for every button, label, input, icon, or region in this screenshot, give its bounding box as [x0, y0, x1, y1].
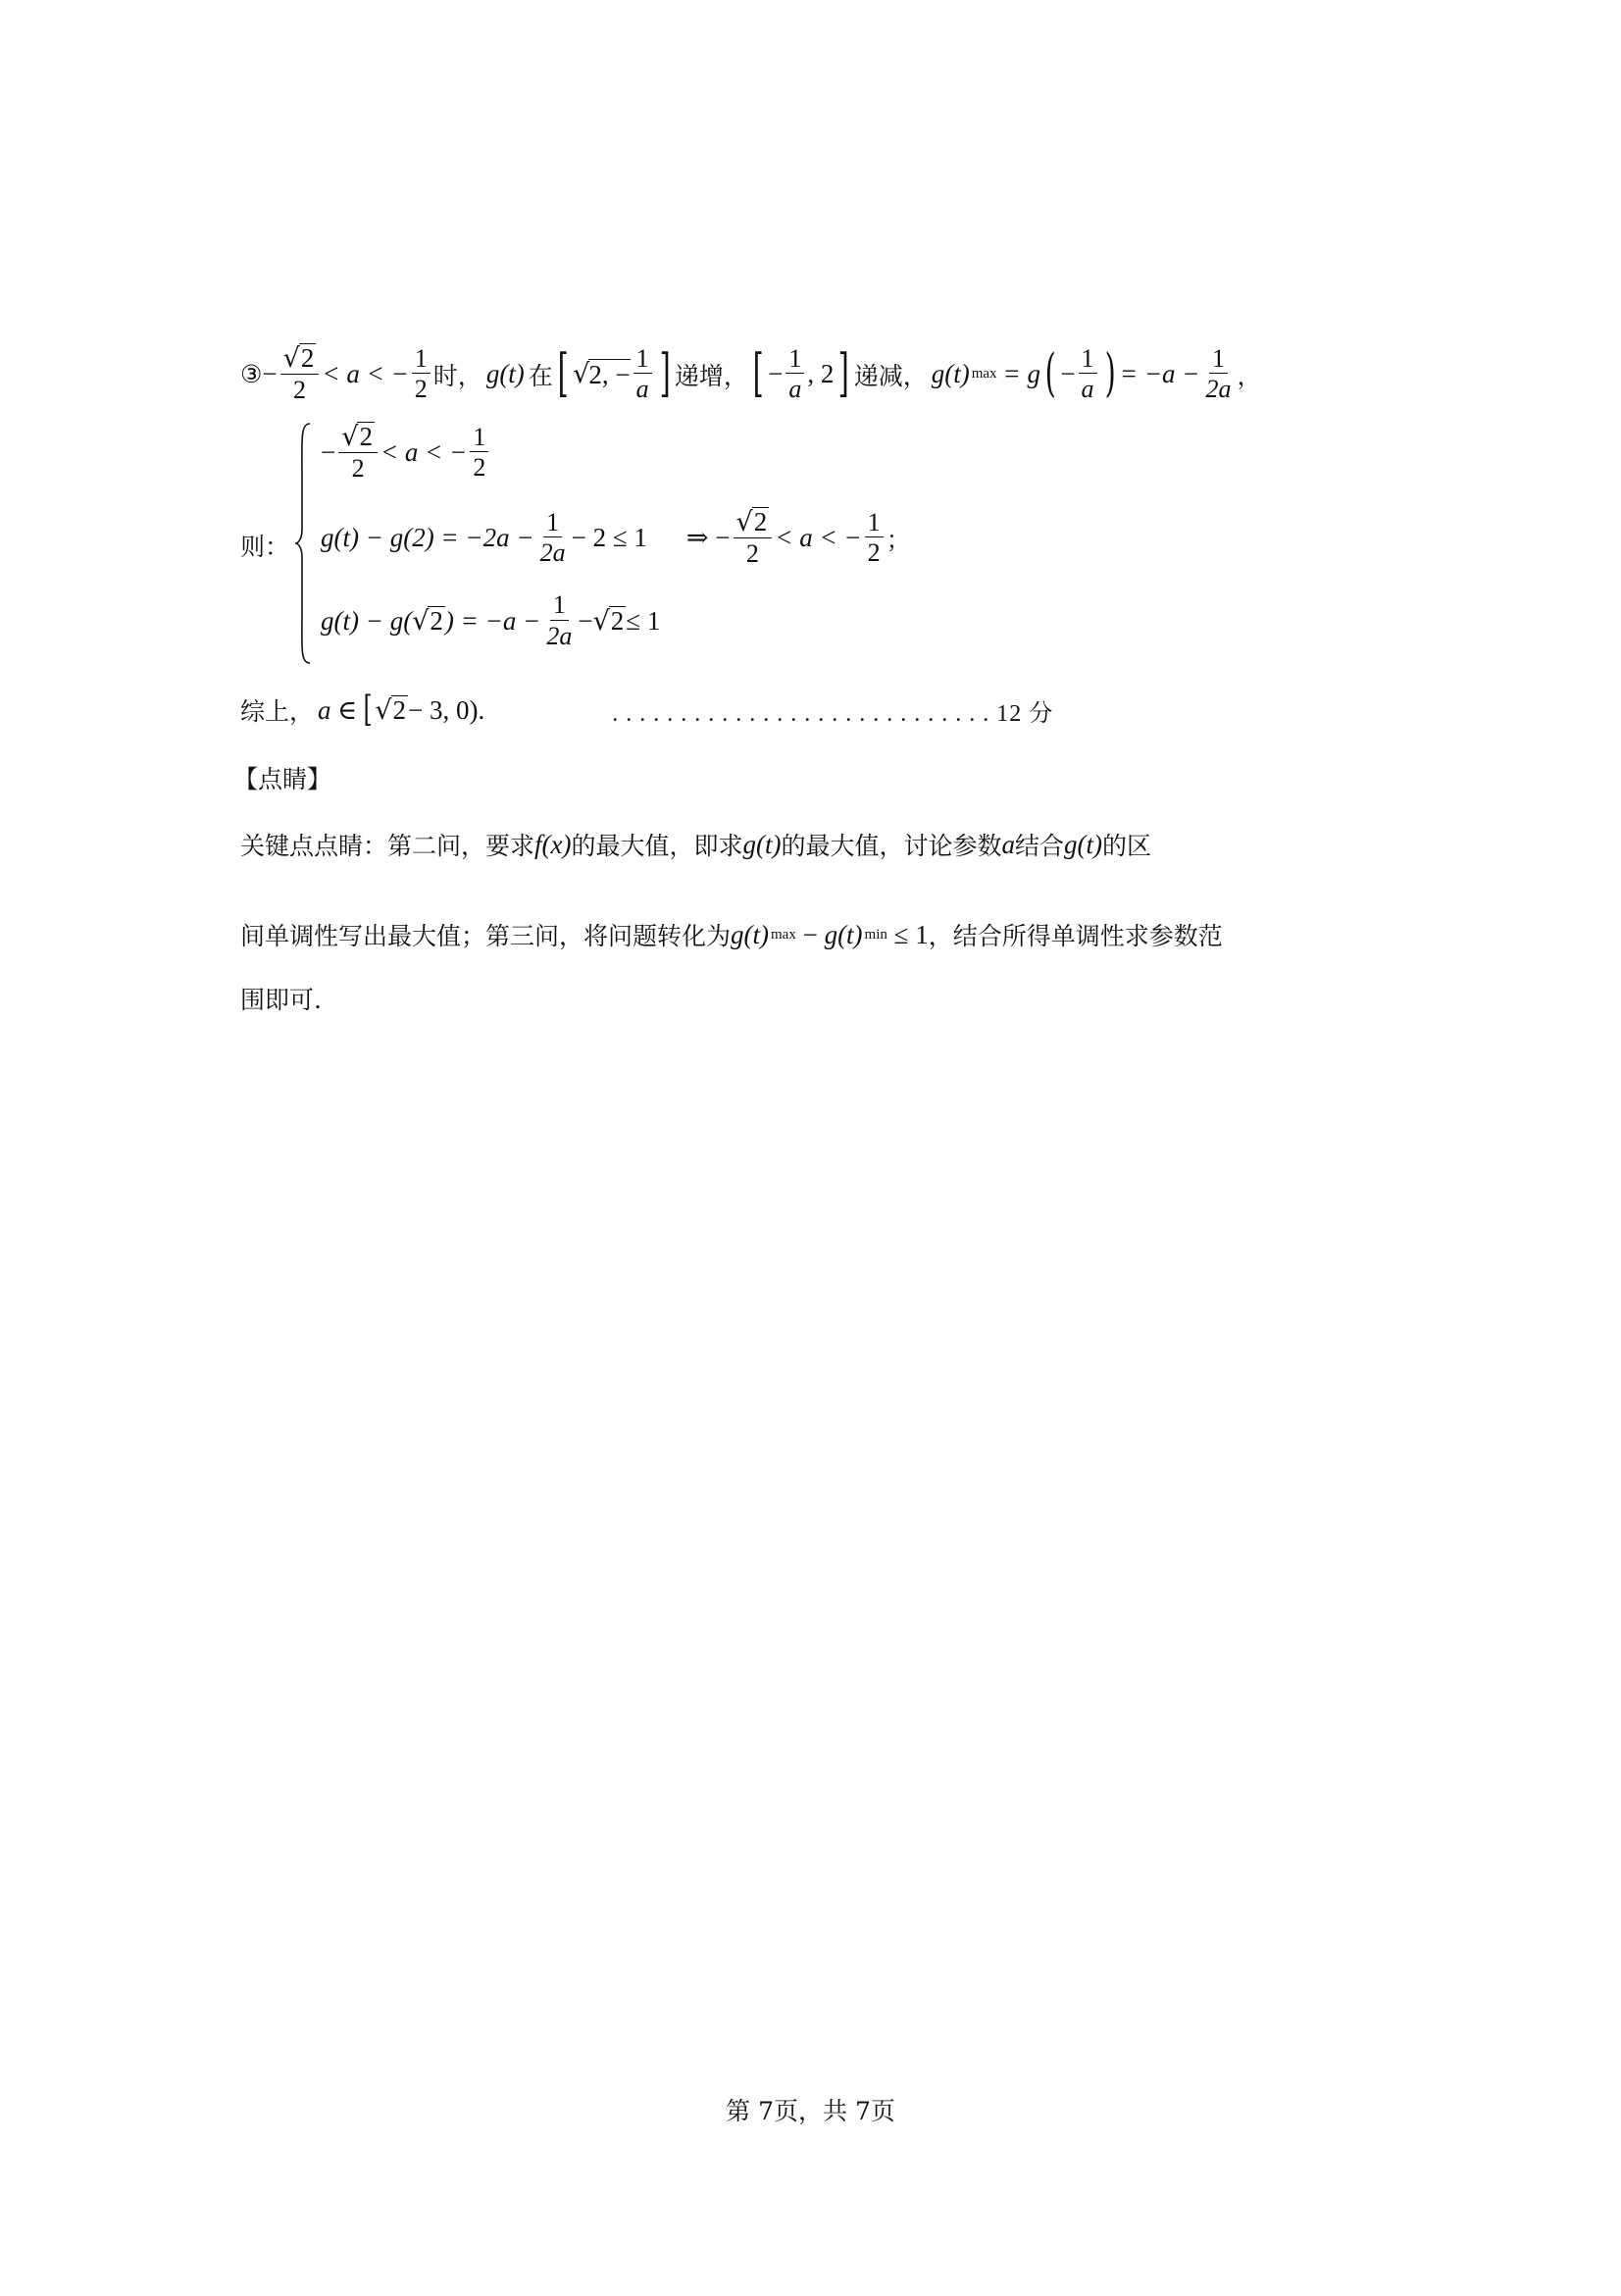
- interval2-fraction: $\frac{1}{a}$: [785, 344, 804, 405]
- arg-fraction: $\frac{1}{a}$: [1079, 344, 1097, 405]
- time-word: 时，: [432, 361, 482, 390]
- system-row-3: g(t) − g( √ 2 ) = −a − $\frac{1}{2a}$ − √ 2 ≤ 1: [321, 590, 661, 650]
- section-heading: 【点睛】: [233, 765, 332, 793]
- cond-fraction: √ 2 2: [280, 343, 320, 405]
- decreasing-word: 递减，: [853, 361, 928, 390]
- note-line-2: 间单调性写出最大值；第三问，将问题转化为 g(t) max − g(t) min ≤ 1 ，结合所得单调性求参数范: [240, 919, 1223, 950]
- cond-middle: < a < −: [322, 359, 409, 389]
- max-subscript: max: [971, 366, 997, 383]
- zai-word: 在: [528, 361, 553, 390]
- case-marker: ③: [240, 360, 263, 389]
- ze-label: 则：: [240, 533, 290, 561]
- system-row-1: − √ 2 2 < a < − $\frac{1}{2}$: [321, 422, 491, 484]
- note-line-1: 关键点点睛：第二问，要求 f(x) 的最大值，即求 g(t) 的最大值，讨论参数 a 结合 g(t) 的区: [240, 829, 1152, 860]
- summary-line: 综上， a ∈ [ √ 2 − 3, 0 ). . . . . . . . . . . . . . . . . . . . . . . . . . . . . 12 分: [240, 689, 1054, 730]
- g-of-t: g(t): [485, 359, 525, 389]
- cond-minus: −: [262, 359, 278, 389]
- equals-result: = −a −: [1119, 359, 1200, 389]
- g-max: g(t): [931, 359, 970, 389]
- interval1-left: 2, −: [588, 359, 631, 389]
- interval1-fraction: $\frac{1}{a}$: [633, 344, 652, 405]
- implies-arrow: ⇒ −: [685, 523, 731, 553]
- increasing-word: 递增，: [674, 361, 748, 390]
- interval2-right: , 2: [807, 359, 835, 389]
- note-line-3: 围即可.: [240, 986, 322, 1014]
- equals-g: = g: [1002, 359, 1041, 389]
- page-footer: 第 7页，共 7页: [726, 2097, 895, 2125]
- score-dots: . . . . . . . . . . . . . . . . . . . . . . . . . . . . 12 分: [612, 700, 1054, 727]
- end-comma: ，: [1237, 361, 1262, 390]
- result-fraction: $\frac{1}{2a}$: [1205, 343, 1232, 404]
- left-brace: [294, 422, 312, 665]
- cond-fraction-2: $\frac{1}{2}$: [412, 344, 431, 405]
- system-row-2: g(t) − g(2) = −2a − $\frac{1}{2a}$ − 2 ≤ 1 ⇒ − √ 2 2 < a < − $\frac{1}{2}$ ；: [321, 507, 911, 569]
- case3-line: ③ − √ 2 2 < a < − $\frac{1}{2}$ 时， g(t) 在 [ √ 2, − $\frac{1}{a}$ ] 递增， [ − $\frac{1}{a}$ , 2 ] 递减， g(t) max = g ( − $\frac{1}{a}$ ) = −a − $\frac{1}{2a}$ ，: [240, 343, 1262, 405]
- interval1-sqrt: √: [573, 359, 590, 390]
